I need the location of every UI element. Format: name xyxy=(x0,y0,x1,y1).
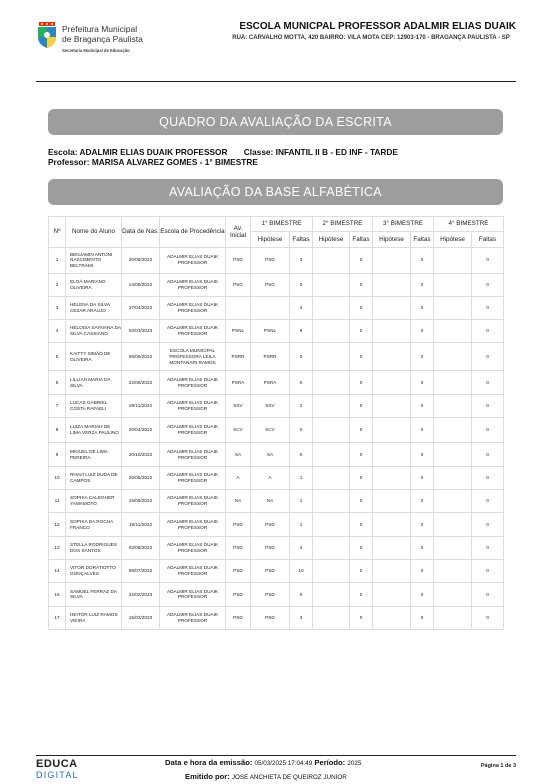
cell-data-nasc: 29/11/2022 xyxy=(122,394,160,417)
emission-value: 05/03/2025 17:04:49 xyxy=(254,760,313,767)
cell-faltas-b3: 0 xyxy=(411,343,434,371)
cell-faltas-b3: 0 xyxy=(411,513,434,536)
col-av-inicial: Av. Inicial xyxy=(226,217,251,248)
cell-num: 11 xyxy=(49,490,66,513)
header-divider xyxy=(36,81,516,82)
cell-escola-proc: ADALMIR ELIAS DUAIK PROFESSOR xyxy=(160,417,226,443)
cell-hipotese-b3 xyxy=(373,343,411,371)
footer-divider xyxy=(36,755,516,756)
cell-hipotese-b4 xyxy=(434,490,472,513)
page-title: QUADRO DA AVALIAÇÃO DA ESCRITA xyxy=(48,109,503,135)
cell-hipotese-b1: SCV xyxy=(251,417,290,443)
cell-data-nasc: 22/02/2023 xyxy=(122,583,160,606)
cell-hipotese-b1: A xyxy=(251,466,290,489)
cell-faltas-b1: 0 xyxy=(290,443,313,466)
cell-nome: HELENA DA SILVA CEZAR ARAUJO xyxy=(66,296,122,319)
table-row xyxy=(49,466,504,489)
cell-faltas-b1: 2 xyxy=(290,394,313,417)
cell-hipotese-b4 xyxy=(434,248,472,274)
table-row xyxy=(49,490,504,513)
cell-num: 7 xyxy=(49,394,66,417)
cell-hipotese-b2 xyxy=(313,394,350,417)
cell-hipotese-b2 xyxy=(313,559,350,582)
cell-faltas-b1: 4 xyxy=(290,536,313,559)
cell-faltas-b1: 0 xyxy=(290,273,313,296)
cell-faltas-b4: 0 xyxy=(472,443,504,466)
cell-data-nasc: 06/07/2022 xyxy=(122,559,160,582)
cell-data-nasc: 20/09/2022 xyxy=(122,248,160,274)
cell-faltas-b3: 0 xyxy=(411,536,434,559)
cell-data-nasc: 15/05/2022 xyxy=(122,490,160,513)
col-hipotese: Hipótese xyxy=(434,232,472,248)
cell-av-inicial xyxy=(226,296,251,319)
cell-faltas-b4: 0 xyxy=(472,466,504,489)
cell-faltas-b3: 0 xyxy=(411,466,434,489)
cell-num: 1 xyxy=(49,248,66,274)
cell-escola-proc: ADALMIR ELIAS DUAIK PROFESSOR xyxy=(160,513,226,536)
cell-faltas-b4: 0 xyxy=(472,513,504,536)
cell-hipotese-b3 xyxy=(373,371,411,394)
cell-av-inicial: PSG xyxy=(226,273,251,296)
col-faltas: Faltas xyxy=(472,232,504,248)
col-num: Nº xyxy=(49,217,66,248)
cell-faltas-b3: 0 xyxy=(411,490,434,513)
col-escola-proc: Escola de Procedência xyxy=(160,217,226,248)
cell-faltas-b2: 0 xyxy=(350,559,373,582)
cell-hipotese-b4 xyxy=(434,394,472,417)
table-row xyxy=(49,559,504,582)
cell-hipotese-b2 xyxy=(313,466,350,489)
col-data-nasc: Data de Nas. xyxy=(122,217,160,248)
cell-escola-proc: ADALMIR ELIAS DUAIK PROFESSOR xyxy=(160,394,226,417)
brand-top: EDUCA xyxy=(36,758,78,770)
professor-label: Professor: xyxy=(48,157,90,167)
cell-hipotese-b2 xyxy=(313,443,350,466)
table-row xyxy=(49,583,504,606)
cell-faltas-b3: 0 xyxy=(411,583,434,606)
cell-data-nasc: 19/11/2022 xyxy=(122,513,160,536)
cell-num: 14 xyxy=(49,559,66,582)
classe-value: INFANTIL II B - ED INF - TARDE xyxy=(275,147,398,157)
cell-faltas-b4: 0 xyxy=(472,417,504,443)
cell-hipotese-b3 xyxy=(373,513,411,536)
cell-hipotese-b3 xyxy=(373,466,411,489)
table-body xyxy=(49,248,504,630)
cell-av-inicial: PSD xyxy=(226,583,251,606)
cell-hipotese-b4 xyxy=(434,466,472,489)
cell-faltas-b2: 0 xyxy=(350,536,373,559)
logo-line1: Prefeitura Municipal xyxy=(62,24,138,34)
cell-num: 12 xyxy=(49,513,66,536)
cell-hipotese-b3 xyxy=(373,273,411,296)
cell-faltas-b2: 0 xyxy=(350,417,373,443)
cell-faltas-b2: 0 xyxy=(350,273,373,296)
cell-hipotese-b4 xyxy=(434,273,472,296)
cell-escola-proc: ADALMIR ELIAS DUAIK PROFESSOR xyxy=(160,606,226,629)
period-label: Período: xyxy=(314,758,346,767)
table-row xyxy=(49,536,504,559)
cell-faltas-b4: 0 xyxy=(472,273,504,296)
cell-av-inicial: PSD xyxy=(226,536,251,559)
emitter-info xyxy=(185,772,347,781)
cell-escola-proc: ESCOLA MUNICIPAL PROFESSORA LEILA MONTANARI RAMOS xyxy=(160,343,226,371)
cell-escola-proc: ADALMIR ELIAS DUAIK PROFESSOR xyxy=(160,371,226,394)
cell-data-nasc: 15/03/2023 xyxy=(122,606,160,629)
cell-data-nasc: 06/06/2022 xyxy=(122,343,160,371)
brand-bottom: DIGITAL xyxy=(36,770,79,780)
cell-hipotese-b4 xyxy=(434,536,472,559)
logo-subtitle: Secretaria Municipal de Educação xyxy=(62,48,130,53)
cell-data-nasc: 14/09/2022 xyxy=(122,273,160,296)
cell-hipotese-b1: PSD xyxy=(251,248,290,274)
cell-hipotese-b2 xyxy=(313,273,350,296)
cell-nome: KAITTY SIMÃO DE OLIVEIRA xyxy=(66,343,122,371)
cell-hipotese-b1: PSD xyxy=(251,559,290,582)
cell-hipotese-b2 xyxy=(313,371,350,394)
cell-num: 17 xyxy=(49,606,66,629)
cell-hipotese-b2 xyxy=(313,320,350,343)
cell-hipotese-b3 xyxy=(373,606,411,629)
cell-faltas-b2: 0 xyxy=(350,371,373,394)
cell-av-inicial: PSD xyxy=(226,513,251,536)
cell-faltas-b3: 0 xyxy=(411,273,434,296)
cell-faltas-b1: 4 xyxy=(290,296,313,319)
cell-escola-proc: ADALMIR ELIAS DUAIK PROFESSOR xyxy=(160,536,226,559)
cell-hipotese-b4 xyxy=(434,320,472,343)
cell-hipotese-b4 xyxy=(434,606,472,629)
school-address: RUA: CARVALHO MOTTA, 420 BAIRRO: VILA MOTA CEP: 12903-170 - BRAGANÇA PAULISTA - SP xyxy=(232,35,510,41)
cell-escola-proc: ADALMIR ELIAS DUAIK PROFESSOR xyxy=(160,466,226,489)
cell-faltas-b3: 0 xyxy=(411,559,434,582)
col-hipotese: Hipótese xyxy=(251,232,290,248)
cell-faltas-b3: 0 xyxy=(411,320,434,343)
cell-hipotese-b4 xyxy=(434,583,472,606)
logo-text xyxy=(62,24,143,44)
cell-faltas-b1: 1 xyxy=(290,490,313,513)
cell-faltas-b4: 0 xyxy=(472,248,504,274)
cell-hipotese-b2 xyxy=(313,343,350,371)
cell-faltas-b4: 0 xyxy=(472,320,504,343)
section-title: AVALIAÇÃO DA BASE ALFABÉTICA xyxy=(48,179,503,205)
col-hipotese: Hipótese xyxy=(373,232,411,248)
cell-num: 3 xyxy=(49,296,66,319)
table-row xyxy=(49,343,504,371)
cell-escola-proc: ADALMIR ELIAS DUAIK PROFESSOR xyxy=(160,559,226,582)
cell-av-inicial: PSD xyxy=(226,559,251,582)
cell-hipotese-b3 xyxy=(373,559,411,582)
cell-faltas-b2: 0 xyxy=(350,583,373,606)
cell-hipotese-b1: PSD xyxy=(251,536,290,559)
cell-faltas-b3: 0 xyxy=(411,443,434,466)
cell-hipotese-b4 xyxy=(434,417,472,443)
cell-num: 2 xyxy=(49,273,66,296)
emission-label: Data e hora da emissão: xyxy=(165,758,253,767)
cell-escola-proc: ADALMIR ELIAS DUAIK PROFESSOR xyxy=(160,248,226,274)
cell-data-nasc: 02/03/2023 xyxy=(122,320,160,343)
cell-nome: LILLIAN MARIA DA SILVA xyxy=(66,371,122,394)
cell-hipotese-b4 xyxy=(434,443,472,466)
cell-num: 5 xyxy=(49,343,66,371)
col-hipotese: Hipótese xyxy=(313,232,350,248)
cell-nome: LUIZA MARIAH DE LIMA VERZA PAULINO xyxy=(66,417,122,443)
cell-hipotese-b1: PSG xyxy=(251,273,290,296)
cell-av-inicial: PSD xyxy=(226,606,251,629)
cell-data-nasc: 22/06/2022 xyxy=(122,371,160,394)
cell-av-inicial: PSD xyxy=(226,248,251,274)
cell-nome: LUCAS GABRIEL COSTA RAFAELI xyxy=(66,394,122,417)
cell-hipotese-b1: PSD xyxy=(251,513,290,536)
cell-faltas-b1: 0 xyxy=(290,371,313,394)
cell-hipotese-b3 xyxy=(373,320,411,343)
cell-hipotese-b2 xyxy=(313,417,350,443)
table-row xyxy=(49,320,504,343)
cell-faltas-b3: 0 xyxy=(411,394,434,417)
table-row xyxy=(49,248,504,274)
cell-av-inicial: NA xyxy=(226,490,251,513)
page-number: Página 1 de 3 xyxy=(480,763,516,769)
cell-nome: ELOÁ MARIANO OLIVEIRA xyxy=(66,273,122,296)
cell-faltas-b2: 0 xyxy=(350,606,373,629)
class-info xyxy=(48,147,398,167)
cell-hipotese-b4 xyxy=(434,513,472,536)
cell-hipotese-b3 xyxy=(373,443,411,466)
professor-value: MARISA ALVAREZ GOMES - 1° BIMESTRE xyxy=(91,157,258,167)
cell-hipotese-b3 xyxy=(373,296,411,319)
escola-value: ADALMIR ELIAS DUAIK PROFESSOR xyxy=(79,147,228,157)
cell-faltas-b2: 0 xyxy=(350,394,373,417)
col-bimestre-3: 3° BIMESTRE xyxy=(373,217,434,232)
cell-faltas-b1: 1 xyxy=(290,513,313,536)
cell-nome: SOPHIA DA ROCHA FRANCO xyxy=(66,513,122,536)
cell-hipotese-b2 xyxy=(313,606,350,629)
cell-faltas-b1: 3 xyxy=(290,606,313,629)
cell-faltas-b4: 0 xyxy=(472,536,504,559)
cell-faltas-b1: 3 xyxy=(290,248,313,274)
cell-nome: VITOR DORATIOTTO GONÇALVES xyxy=(66,559,122,582)
cell-hipotese-b2 xyxy=(313,536,350,559)
col-nome: Nome do Aluno xyxy=(66,217,122,248)
emission-info xyxy=(165,758,361,767)
school-name: ESCOLA MUNICPAL PROFESSOR ADALMIR ELIAS DUAIK xyxy=(239,21,516,32)
cell-escola-proc: ADALMIR ELIAS DUAIK PROFESSOR xyxy=(160,443,226,466)
table-header-row xyxy=(49,217,504,232)
cell-faltas-b4: 0 xyxy=(472,343,504,371)
cell-hipotese-b1: PSRA xyxy=(251,371,290,394)
cell-escola-proc: ADALMIR ELIAS DUAIK PROFESSOR xyxy=(160,296,226,319)
table-row xyxy=(49,273,504,296)
col-bimestre-2: 2° BIMESTRE xyxy=(313,217,373,232)
cell-faltas-b3: 0 xyxy=(411,417,434,443)
cell-faltas-b4: 0 xyxy=(472,490,504,513)
table-row xyxy=(49,443,504,466)
cell-faltas-b4: 0 xyxy=(472,371,504,394)
info-line-2 xyxy=(48,157,398,167)
cell-av-inicial: SCV xyxy=(226,417,251,443)
cell-num: 4 xyxy=(49,320,66,343)
cell-hipotese-b2 xyxy=(313,296,350,319)
cell-hipotese-b1: PSD xyxy=(251,606,290,629)
city-logo xyxy=(36,22,166,66)
cell-nome: SOPHIA CALEGHER YAMAMOTO xyxy=(66,490,122,513)
cell-faltas-b1: 0 xyxy=(290,417,313,443)
cell-faltas-b1: 1 xyxy=(290,466,313,489)
cell-num: 10 xyxy=(49,466,66,489)
cell-hipotese-b1: PSD xyxy=(251,583,290,606)
cell-av-inicial: A xyxy=(226,466,251,489)
grades-table xyxy=(48,216,504,630)
logo-line2: de Bragança Paulista xyxy=(62,34,143,44)
cell-hipotese-b3 xyxy=(373,490,411,513)
table-row xyxy=(49,371,504,394)
cell-hipotese-b1: PSNL xyxy=(251,320,290,343)
cell-faltas-b3: 0 xyxy=(411,296,434,319)
cell-faltas-b2: 0 xyxy=(350,490,373,513)
cell-nome: HELOISA SAYNARA DA SILVA CASSIANO xyxy=(66,320,122,343)
cell-hipotese-b4 xyxy=(434,559,472,582)
cell-av-inicial: PSRR xyxy=(226,343,251,371)
cell-data-nasc: 26/05/2022 xyxy=(122,466,160,489)
classe-label: Classe: xyxy=(243,147,274,157)
cell-hipotese-b3 xyxy=(373,394,411,417)
cell-hipotese-b1: NA xyxy=(251,490,290,513)
cell-faltas-b1: 10 xyxy=(290,559,313,582)
cell-hipotese-b2 xyxy=(313,513,350,536)
cell-faltas-b1: 0 xyxy=(290,583,313,606)
cell-escola-proc: ADALMIR ELIAS DUAIK PROFESSOR xyxy=(160,583,226,606)
cell-data-nasc: 27/04/2022 xyxy=(122,296,160,319)
cell-av-inicial: PSNL xyxy=(226,320,251,343)
cell-hipotese-b1: SSV xyxy=(251,394,290,417)
cell-data-nasc: 20/10/2022 xyxy=(122,443,160,466)
cell-data-nasc: 20/04/2022 xyxy=(122,417,160,443)
col-faltas: Faltas xyxy=(411,232,434,248)
cell-hipotese-b3 xyxy=(373,583,411,606)
cell-faltas-b4: 0 xyxy=(472,296,504,319)
cell-faltas-b1: 8 xyxy=(290,320,313,343)
cell-num: 6 xyxy=(49,371,66,394)
cell-hipotese-b1 xyxy=(251,296,290,319)
col-bimestre-4: 4° BIMESTRE xyxy=(434,217,504,232)
cell-faltas-b3: 0 xyxy=(411,248,434,274)
cell-hipotese-b3 xyxy=(373,536,411,559)
cell-escola-proc: ADALMIR ELIAS DUAIK PROFESSOR xyxy=(160,320,226,343)
cell-av-inicial: SSV xyxy=(226,394,251,417)
city-crest-icon xyxy=(36,22,58,48)
cell-av-inicial: PSRA xyxy=(226,371,251,394)
cell-faltas-b2: 0 xyxy=(350,466,373,489)
cell-nome: STELLA RODRIGUES DOS SANTOS xyxy=(66,536,122,559)
period-value: 2025 xyxy=(347,760,362,767)
cell-hipotese-b2 xyxy=(313,490,350,513)
cell-escola-proc: ADALMIR ELIAS DUAIK PROFESSOR xyxy=(160,490,226,513)
cell-hipotese-b4 xyxy=(434,296,472,319)
cell-faltas-b2: 0 xyxy=(350,513,373,536)
cell-faltas-b4: 0 xyxy=(472,559,504,582)
cell-hipotese-b1: SA xyxy=(251,443,290,466)
cell-faltas-b4: 0 xyxy=(472,394,504,417)
info-line-1 xyxy=(48,147,398,157)
cell-hipotese-b3 xyxy=(373,417,411,443)
cell-num: 15 xyxy=(49,583,66,606)
cell-hipotese-b4 xyxy=(434,343,472,371)
col-faltas: Faltas xyxy=(290,232,313,248)
cell-faltas-b2: 0 xyxy=(350,296,373,319)
cell-num: 8 xyxy=(49,417,66,443)
cell-num: 13 xyxy=(49,536,66,559)
cell-faltas-b2: 0 xyxy=(350,343,373,371)
cell-nome: RHAVI LUIZ DUDA DE CAMPOS xyxy=(66,466,122,489)
table-row xyxy=(49,296,504,319)
emitter-value: JOSE ANCHIETA DE QUEIROZ JUNIOR xyxy=(231,774,347,781)
col-faltas: Faltas xyxy=(350,232,373,248)
cell-nome: BENJAMIN ANTONI NASCIMENTO BELTRAMI xyxy=(66,248,122,274)
table-row xyxy=(49,606,504,629)
emitter-label: Emitido por: xyxy=(185,772,230,781)
document-header xyxy=(36,18,516,82)
table-row xyxy=(49,417,504,443)
cell-num: 9 xyxy=(49,443,66,466)
educa-digital-logo xyxy=(36,759,96,781)
cell-escola-proc: ADALMIR ELIAS DUAIK PROFESSOR xyxy=(160,273,226,296)
col-bimestre-1: 1° BIMESTRE xyxy=(251,217,313,232)
cell-faltas-b3: 0 xyxy=(411,606,434,629)
table-row xyxy=(49,513,504,536)
cell-nome: SAMUEL FERRAZ DA SILVA xyxy=(66,583,122,606)
cell-faltas-b4: 0 xyxy=(472,606,504,629)
cell-faltas-b2: 0 xyxy=(350,320,373,343)
cell-nome: MIGUEL DE LIMA PEREIRA xyxy=(66,443,122,466)
cell-hipotese-b3 xyxy=(373,248,411,274)
escola-label: Escola: xyxy=(48,147,78,157)
cell-hipotese-b4 xyxy=(434,371,472,394)
table-row xyxy=(49,394,504,417)
cell-data-nasc: 02/08/2022 xyxy=(122,536,160,559)
cell-nome: HEITOR LUIZ RAMOS VIEIRA xyxy=(66,606,122,629)
cell-faltas-b4: 0 xyxy=(472,583,504,606)
cell-av-inicial: SA xyxy=(226,443,251,466)
cell-faltas-b3: 0 xyxy=(411,371,434,394)
cell-faltas-b1: 0 xyxy=(290,343,313,371)
cell-faltas-b2: 0 xyxy=(350,248,373,274)
cell-faltas-b2: 0 xyxy=(350,443,373,466)
cell-hipotese-b1: PSRR xyxy=(251,343,290,371)
cell-hipotese-b2 xyxy=(313,583,350,606)
cell-hipotese-b2 xyxy=(313,248,350,274)
